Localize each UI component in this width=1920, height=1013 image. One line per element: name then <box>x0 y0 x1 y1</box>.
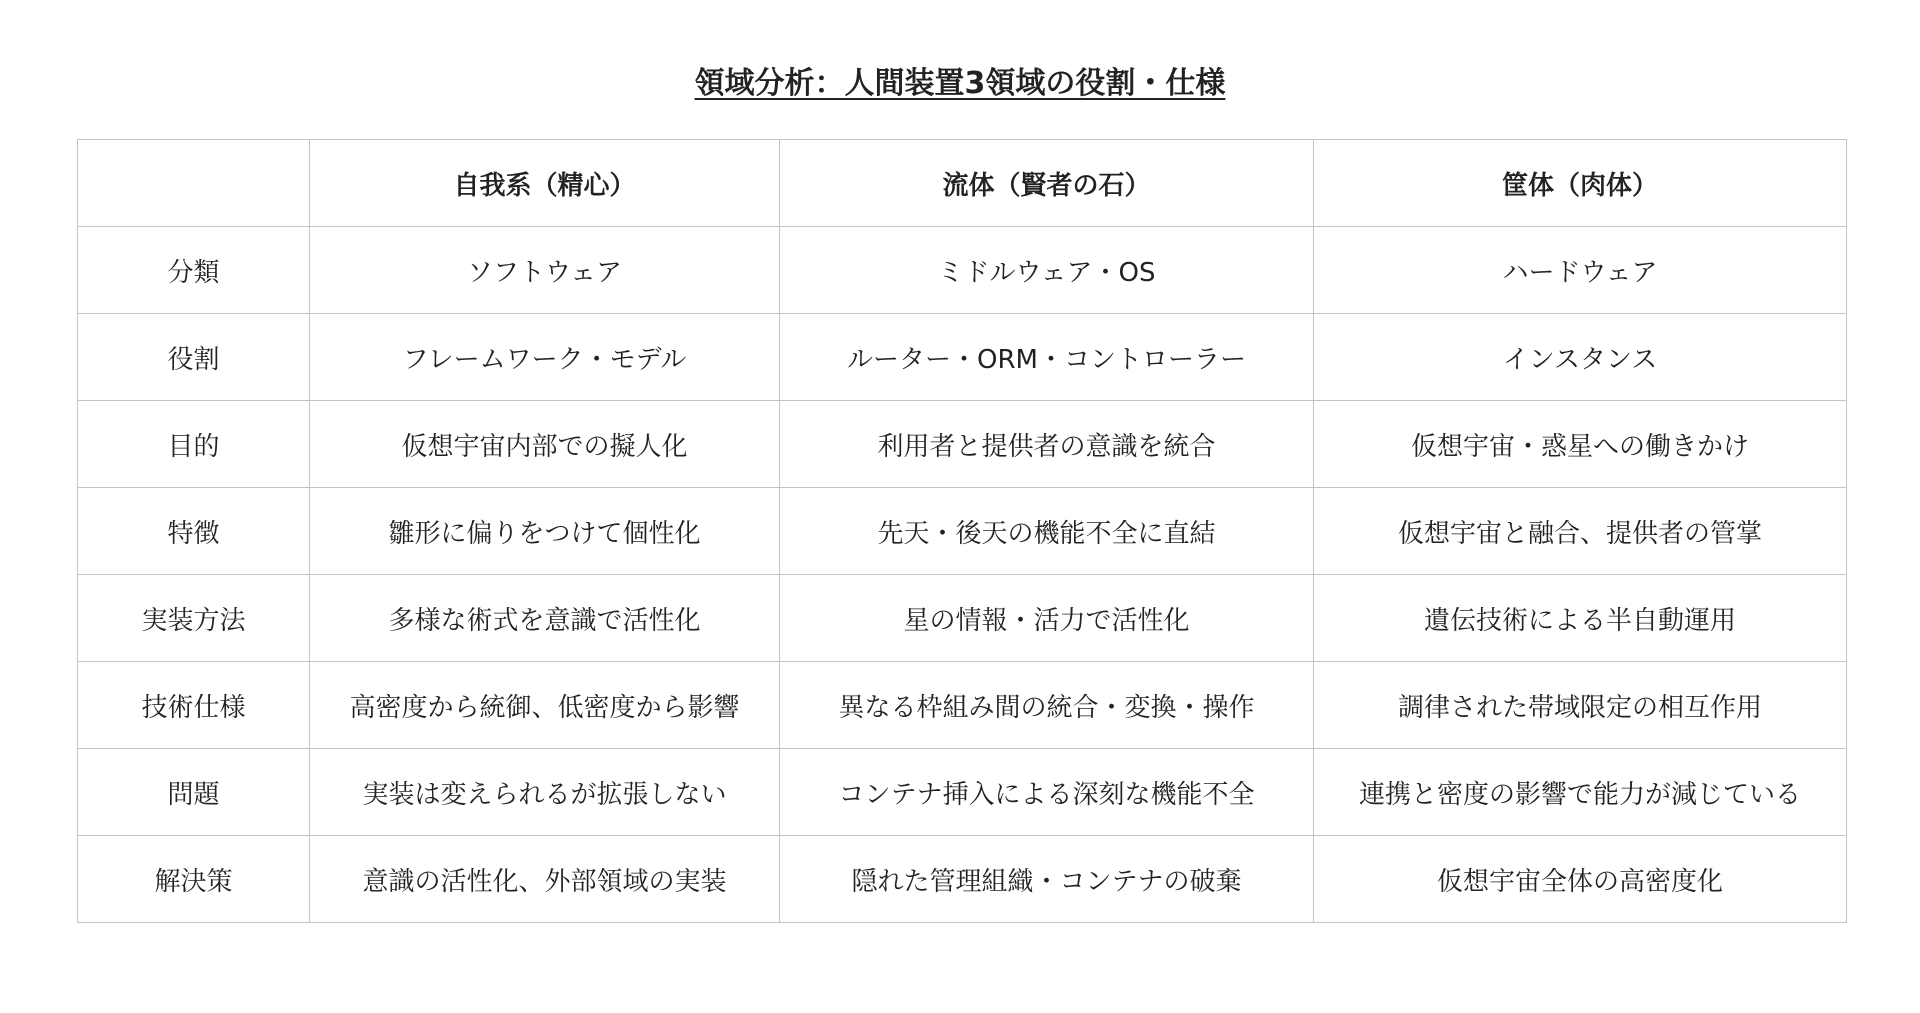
column-header-ego-system: 自我系（精心） <box>310 140 780 227</box>
table-row <box>78 314 1847 401</box>
table-cell: 多様な術式を意識で活性化 <box>310 575 780 662</box>
table-header-row <box>78 140 1847 227</box>
row-label-purpose: 目的 <box>78 401 310 488</box>
table-cell: 利用者と提供者の意識を統合 <box>780 401 1314 488</box>
page-title: 領域分析：人間装置3領域の役割・仕様 <box>694 66 1226 101</box>
table-cell: 隠れた管理組織・コンテナの破棄 <box>780 836 1314 923</box>
row-label-problem: 問題 <box>78 749 310 836</box>
table-cell: 高密度から統御、低密度から影響 <box>310 662 780 749</box>
column-header-chassis: 筐体（肉体） <box>1314 140 1847 227</box>
table-row <box>78 575 1847 662</box>
table-cell: 仮想宇宙内部での擬人化 <box>310 401 780 488</box>
domain-analysis-table <box>77 139 1847 923</box>
column-header-fluid: 流体（賢者の石） <box>780 140 1314 227</box>
table-row <box>78 662 1847 749</box>
table-cell: ルーター・ORM・コントローラー <box>780 314 1314 401</box>
table-cell: インスタンス <box>1314 314 1847 401</box>
row-label-tech-spec: 技術仕様 <box>78 662 310 749</box>
table-cell: フレームワーク・モデル <box>310 314 780 401</box>
table-cell: 仮想宇宙・惑星への働きかけ <box>1314 401 1847 488</box>
row-label-classification: 分類 <box>78 227 310 314</box>
table-cell: コンテナ挿入による深刻な機能不全 <box>780 749 1314 836</box>
table-cell: 遺伝技術による半自動運用 <box>1314 575 1847 662</box>
table-corner-cell <box>78 140 310 227</box>
table-cell: 連携と密度の影響で能力が減じている <box>1314 749 1847 836</box>
row-label-role: 役割 <box>78 314 310 401</box>
table-row <box>78 836 1847 923</box>
table-cell: 仮想宇宙全体の高密度化 <box>1314 836 1847 923</box>
row-label-features: 特徴 <box>78 488 310 575</box>
table-cell: 先天・後天の機能不全に直結 <box>780 488 1314 575</box>
table-cell: 仮想宇宙と融合、提供者の管掌 <box>1314 488 1847 575</box>
table-cell: 意識の活性化、外部領域の実装 <box>310 836 780 923</box>
table-row <box>78 749 1847 836</box>
table-row <box>78 401 1847 488</box>
table-cell: 星の情報・活力で活性化 <box>780 575 1314 662</box>
table-row <box>78 488 1847 575</box>
row-label-implementation: 実装方法 <box>78 575 310 662</box>
table-cell: 異なる枠組み間の統合・変換・操作 <box>780 662 1314 749</box>
table-cell: ハードウェア <box>1314 227 1847 314</box>
row-label-solution: 解決策 <box>78 836 310 923</box>
table-cell: ミドルウェア・OS <box>780 227 1314 314</box>
table-row <box>78 227 1847 314</box>
table-cell: 雛形に偏りをつけて個性化 <box>310 488 780 575</box>
table-cell: 調律された帯域限定の相互作用 <box>1314 662 1847 749</box>
table-cell: ソフトウェア <box>310 227 780 314</box>
table-cell: 実装は変えられるが拡張しない <box>310 749 780 836</box>
